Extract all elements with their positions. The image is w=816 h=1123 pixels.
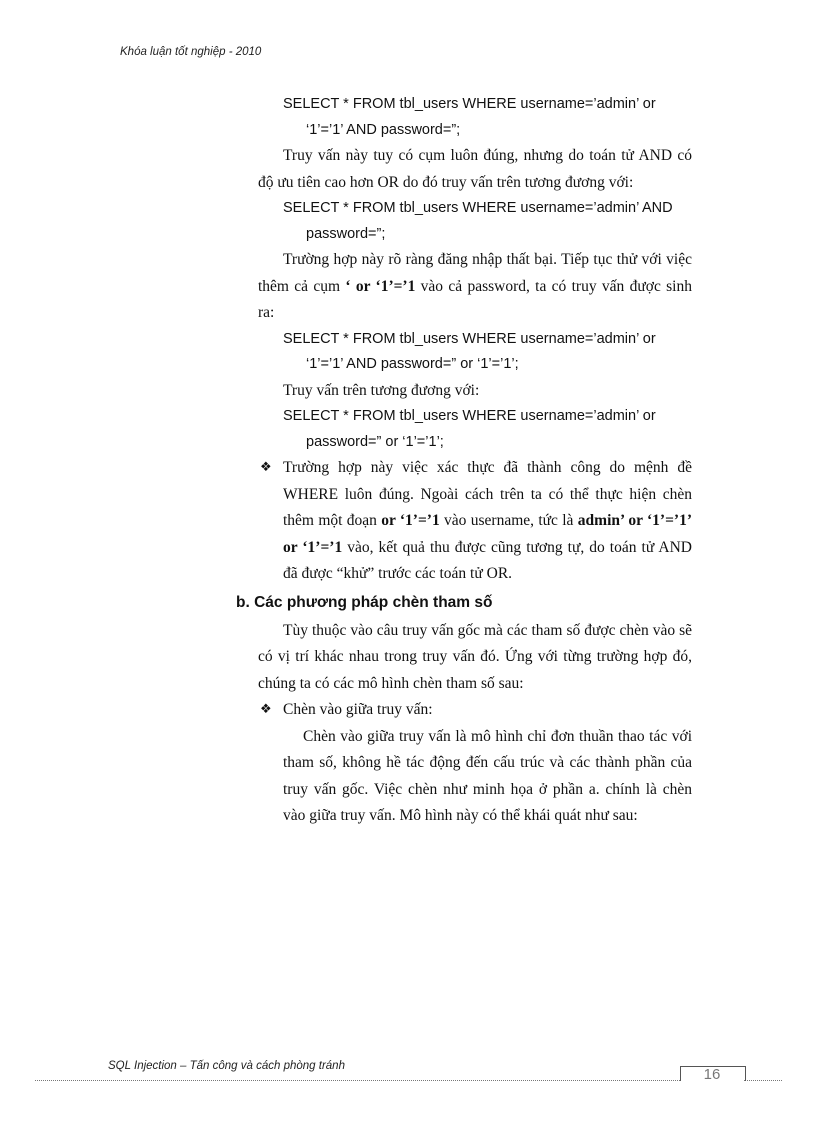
page-header: Khóa luận tốt nghiệp - 2010	[120, 46, 262, 58]
paragraph	[258, 247, 692, 327]
diamond-bullet-icon: ❖	[260, 702, 272, 717]
paragraph-text: Trường hợp này việc xác thực đã thành công do mệnh đề WHERE luôn đúng. Ngoài cách trên ta có thể thực hiện chèn thêm một đoạn	[283, 459, 692, 529]
bold-text: or ‘1’=’1	[381, 512, 440, 529]
sql-line: password=” or ‘1’=’1’;	[306, 433, 444, 450]
bullet-item	[258, 697, 692, 724]
page-number: 16	[703, 1066, 721, 1083]
sub-paragraph	[258, 724, 692, 830]
paragraph-text: vào, kết quả thu được cũng tương tự, do toán tử AND đã được “khử” trước các toán tử OR.	[283, 538, 693, 582]
paragraph: Tùy thuộc vào câu truy vấn gốc mà các tham số được chèn vào sẽ có vị trí khác nhau trong truy vấn đó. Ứng với từng trường hợp đó, chúng ta có các mô hình chèn tham số sau:	[258, 621, 692, 692]
paragraph: Truy vấn trên tương đương với:	[283, 381, 480, 399]
sql-line: SELECT * FROM tbl_users WHERE username=’admin’ or	[283, 408, 656, 424]
paragraph	[283, 455, 692, 588]
sql-line: SELECT * FROM tbl_users WHERE username=’admin’ or	[283, 96, 656, 112]
paragraph-text: vào username, tức là	[439, 512, 578, 529]
sql-line: SELECT * FROM tbl_users WHERE username=’admin’ AND	[283, 200, 673, 216]
bold-text: admin’ or ‘1’=’1’ or ‘1’=’1	[283, 512, 692, 556]
sql-line: password=”;	[306, 225, 386, 242]
page-body	[236, 92, 693, 830]
footer-divider	[35, 1080, 680, 1081]
paragraph: Chèn vào giữa truy vấn:	[283, 701, 433, 718]
paragraph: Chèn vào giữa truy vấn là mô hình chỉ đơn thuần thao tác với tham số, không hề tác động đến cấu trúc và các thành phần của truy vấn gốc. Việc chèn như minh họa ở phần a. chính là chèn vào giữa truy vấn. Mô hình này có thể khái quát như sau:	[283, 727, 692, 824]
section-heading: b. Các phương pháp chèn tham số	[236, 593, 493, 611]
bold-text: ‘ or ‘1’=’1	[345, 277, 416, 295]
paragraph-text: Trường hợp này rõ ràng đăng nhập thất bại. Tiếp tục thử với việc thêm cả cụm	[258, 251, 692, 295]
bullet-item	[258, 455, 692, 588]
paragraph-text: vào cả password, ta có truy vấn được sinh ra:	[258, 277, 692, 321]
sql-line: SELECT * FROM tbl_users WHERE username=’admin’ or	[283, 330, 656, 347]
footer-divider	[744, 1080, 782, 1081]
sql-line: ‘1’=’1’ AND password=” or ‘1’=’1’;	[306, 356, 519, 372]
paragraph: Truy vấn này tuy có cụm luôn đúng, nhưng do toán tử AND có độ ưu tiên cao hơn OR do đó truy vấn trên tương đương với:	[258, 147, 692, 191]
diamond-bullet-icon: ❖	[260, 460, 272, 475]
page-footer: SQL Injection – Tấn công và cách phòng tránh	[108, 1060, 345, 1072]
sql-line: ‘1’=’1’ AND password=”;	[306, 121, 461, 138]
